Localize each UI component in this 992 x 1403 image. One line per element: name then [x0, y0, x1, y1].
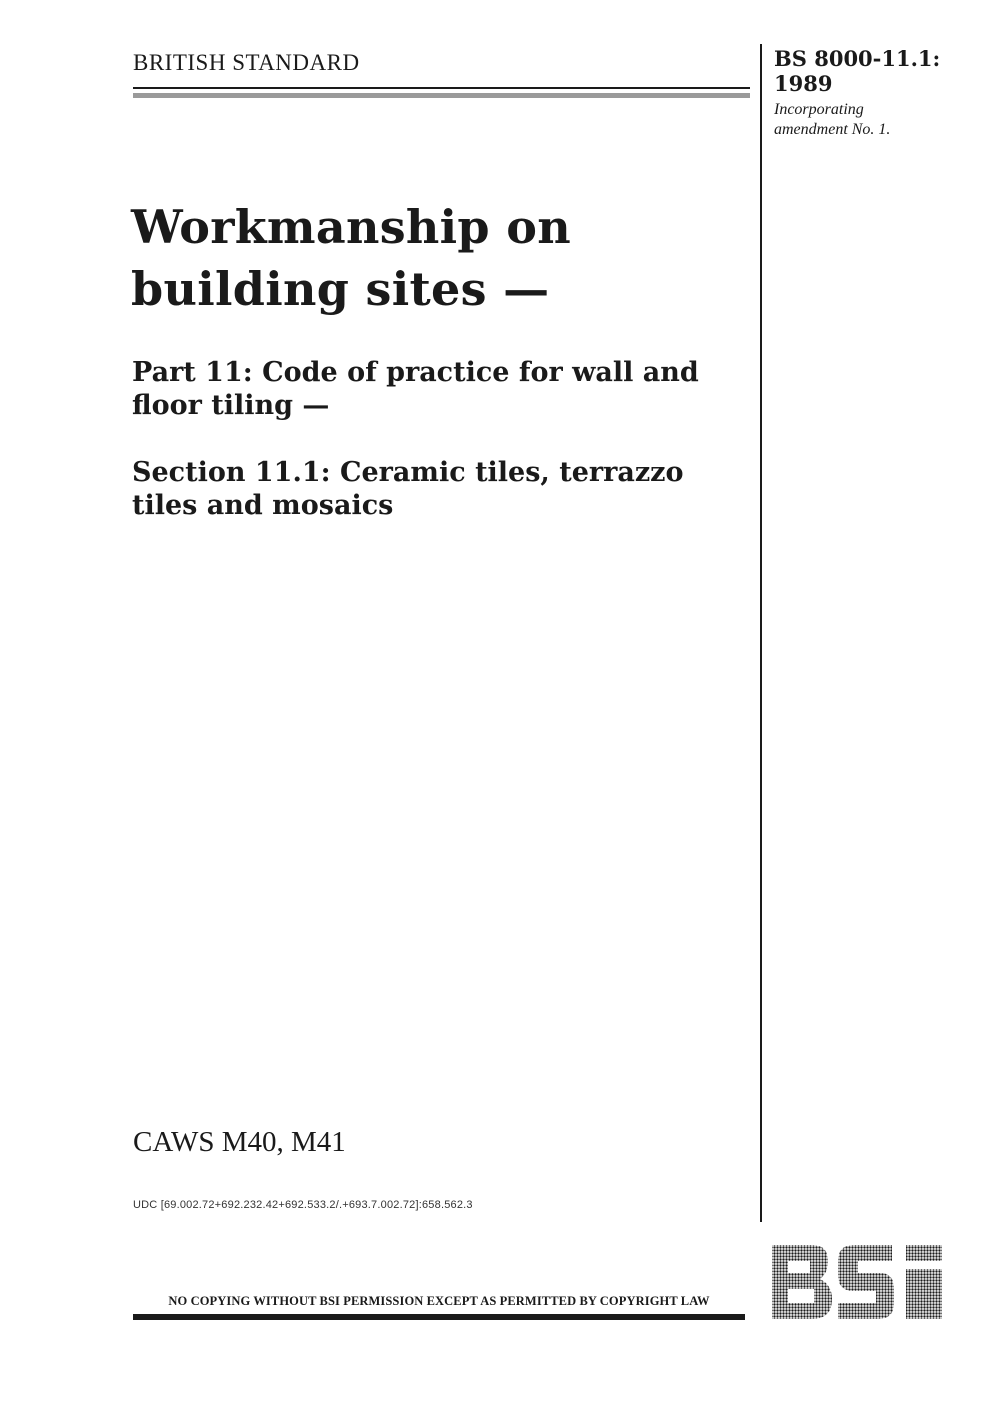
bsi-logo-icon — [770, 1243, 945, 1321]
header-rule-grey — [133, 93, 750, 98]
caws-reference: CAWS M40, M41 — [133, 1126, 346, 1158]
footer-rule — [133, 1314, 745, 1320]
copyright-notice: NO COPYING WITHOUT BSI PERMISSION EXCEPT AS PERMITTED BY COPYRIGHT LAW — [168, 1294, 710, 1308]
document-title: Workmanship on building sites — — [131, 200, 571, 316]
standard-number: BS 8000-11.1: 1989 — [774, 46, 941, 96]
part-title: Part 11: Code of practice for wall and floor tiling — — [132, 357, 699, 421]
udc-reference: UDC [69.002.72+692.232.42+692.533.2/.+693.7.002.72]:658.562.3 — [133, 1199, 473, 1211]
section-title: Section 11.1: Ceramic tiles, terrazzo tiles and mosaics — [132, 457, 684, 521]
sidebar-divider — [760, 44, 762, 1222]
header-rule-thin — [133, 87, 750, 89]
standard-type-label: BRITISH STANDARD — [133, 50, 360, 75]
amendment-note: Incorporating amendment No. 1. — [774, 101, 891, 138]
